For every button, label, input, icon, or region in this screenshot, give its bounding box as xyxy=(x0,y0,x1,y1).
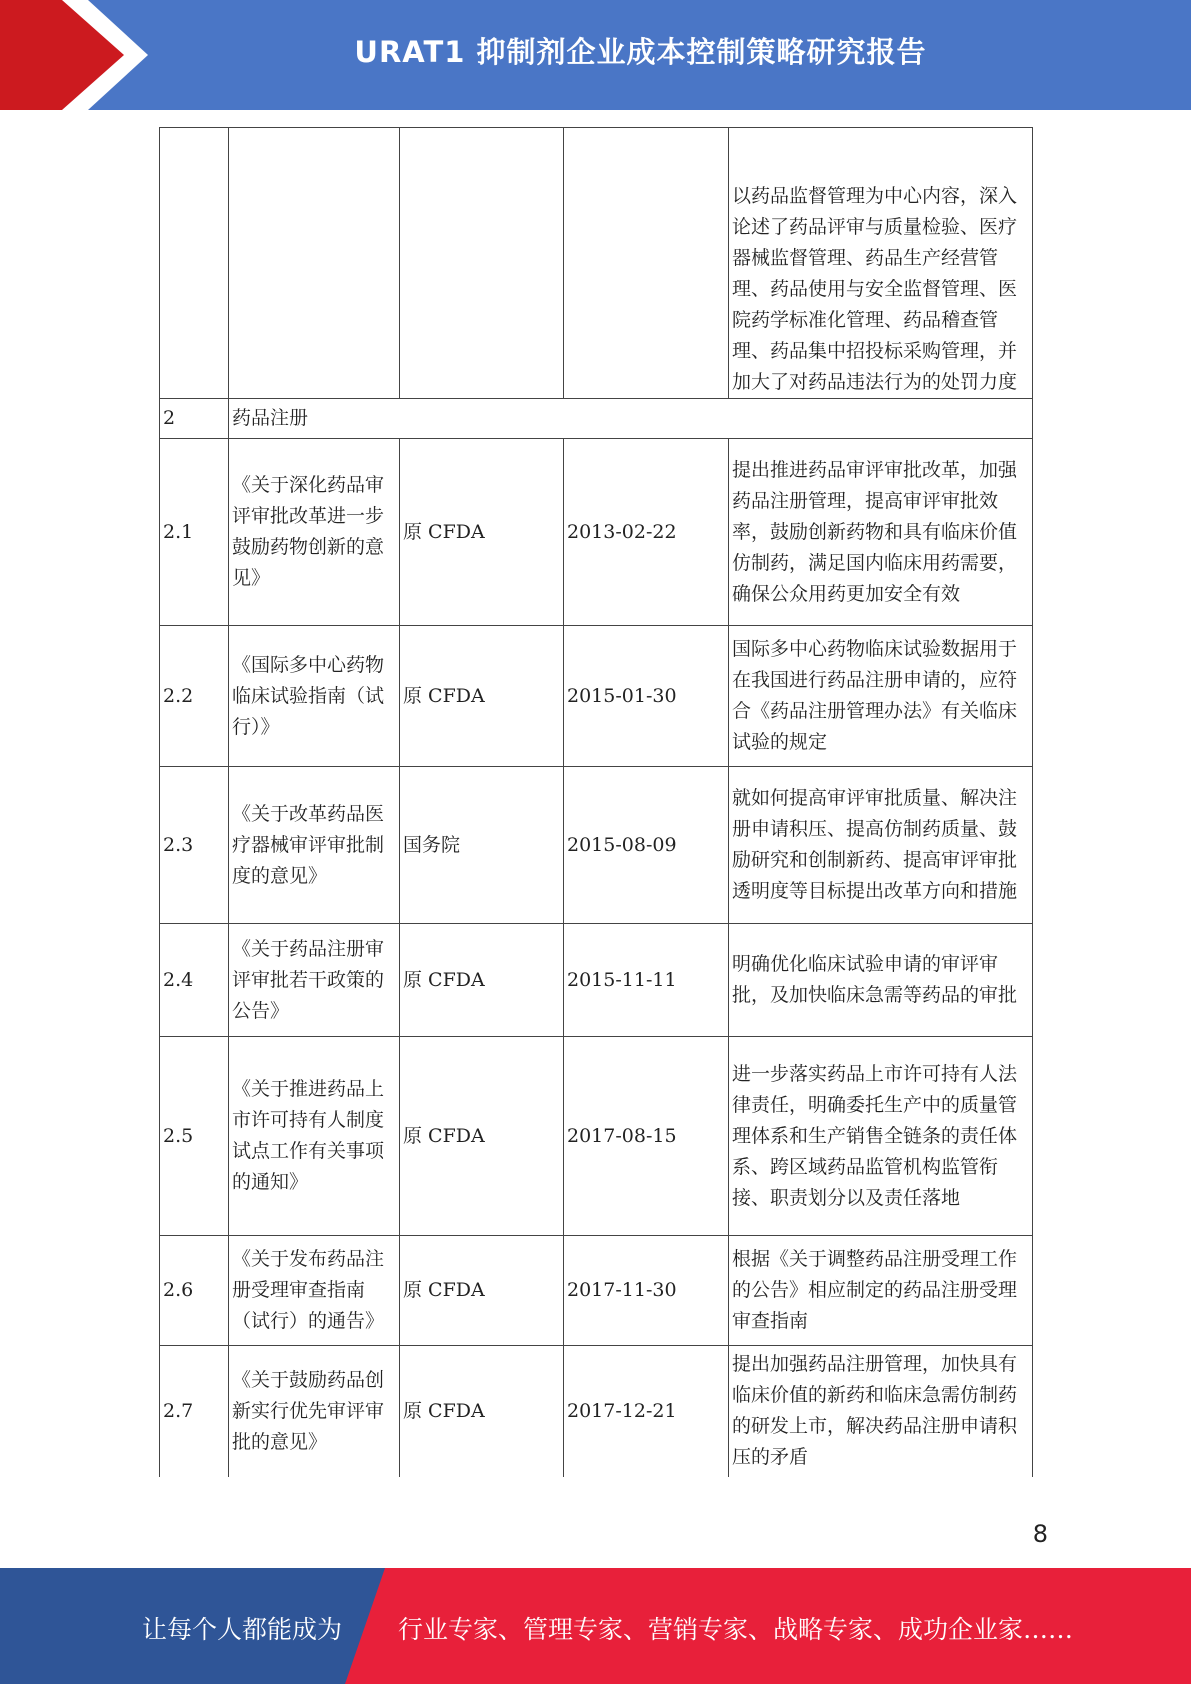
cell-date: 2013-02-22 xyxy=(564,439,729,626)
cell-name: 《国际多中心药物临床试验指南（试行）》 xyxy=(229,626,400,767)
table-row xyxy=(160,1236,1033,1346)
report-header xyxy=(0,0,1191,110)
cell-org: 原 CFDA xyxy=(400,439,564,626)
cell-name: 《关于推进药品上市许可持有人制度试点工作有关事项的通知》 xyxy=(229,1037,400,1236)
report-title: URAT1 抑制剂企业成本控制策略研究报告 xyxy=(354,35,927,69)
cell-desc: 提出加强药品注册管理，加快具有临床价值的新药和临床急需仿制药的研发上市，解决药品注册申请积压的矛盾 xyxy=(729,1346,1033,1477)
footer-slogan-left: 让每个人都能成为 xyxy=(142,1615,343,1644)
cell-desc: 明确优化临床试验申请的审评审批，及加快临床急需等药品的审批 xyxy=(729,924,1033,1037)
table-row xyxy=(160,626,1033,767)
cell-no: 2.4 xyxy=(160,924,229,1037)
cell-date: 2015-08-09 xyxy=(564,767,729,924)
cell-name: 《关于深化药品审评审批改革进一步鼓励药物创新的意见》 xyxy=(229,439,400,626)
cell-date: 2017-08-15 xyxy=(564,1037,729,1236)
cell-desc: 国际多中心药物临床试验数据用于在我国进行药品注册申请的，应符合《药品注册管理办法》有关临床试验的规定 xyxy=(729,626,1033,767)
cell-no: 2.2 xyxy=(160,626,229,767)
table-row xyxy=(160,128,1033,399)
cell-org: 原 CFDA xyxy=(400,1236,564,1346)
cell-org: 国务院 xyxy=(400,767,564,924)
cell-desc: 提出推进药品审评审批改革，加强药品注册管理，提高审评审批效率，鼓励创新药物和具有临床价值仿制药，满足国内临床用药需要，确保公众用药更加安全有效 xyxy=(729,439,1033,626)
cell-date: 2015-01-30 xyxy=(564,626,729,767)
cell-no: 2.1 xyxy=(160,439,229,626)
cell-org: 原 CFDA xyxy=(400,924,564,1037)
footer-slogan-right: 行业专家、管理专家、营销专家、战略专家、成功企业家…… xyxy=(398,1615,1074,1644)
cell-date: 2015-11-11 xyxy=(564,924,729,1037)
cell-name: 《关于鼓励药品创新实行优先审评审批的意见》 xyxy=(229,1346,400,1477)
cell-desc: 根据《关于调整药品注册受理工作的公告》相应制定的药品注册受理审查指南 xyxy=(729,1236,1033,1346)
cell-name: 《关于发布药品注册受理审查指南（试行）的通告》 xyxy=(229,1236,400,1346)
table-row xyxy=(160,767,1033,924)
cell-desc: 进一步落实药品上市许可持有人法律责任，明确委托生产中的质量管理体系和生产销售全链条的责任体系、跨区域药品监管机构监管衔接、职责划分以及责任落地 xyxy=(729,1037,1033,1236)
cell-no: 2.7 xyxy=(160,1346,229,1477)
cell-no: 2.6 xyxy=(160,1236,229,1346)
table-row xyxy=(160,1346,1033,1477)
table-row xyxy=(160,439,1033,626)
cell-org: 原 CFDA xyxy=(400,1346,564,1477)
cell-no: 2.3 xyxy=(160,767,229,924)
table-row xyxy=(160,1037,1033,1236)
page-number: 8 xyxy=(1032,1520,1048,1548)
cell-desc: 就如何提高审评审批质量、解决注册申请积压、提高仿制药质量、鼓励研究和创制新药、提高审评审批透明度等目标提出改革方向和措施 xyxy=(729,767,1033,924)
section-title: 药品注册 xyxy=(229,399,1033,439)
cell-name: 《关于药品注册审评审批若干政策的公告》 xyxy=(229,924,400,1037)
section-row xyxy=(160,399,1033,439)
policy-table xyxy=(159,127,1033,1477)
cell-date: 2017-12-21 xyxy=(564,1346,729,1477)
cell-desc: 以药品监督管理为中心内容，深入论述了药品评审与质量检验、医疗器械监督管理、药品生产经营管理、药品使用与安全监督管理、医院药学标准化管理、药品稽查管理、药品集中招投标采购管理，并加大了对药品违法行为的处罚力度 xyxy=(729,128,1033,399)
cell-date: 2017-11-30 xyxy=(564,1236,729,1346)
cell-no: 2.5 xyxy=(160,1037,229,1236)
section-number: 2 xyxy=(160,399,229,439)
table-row xyxy=(160,924,1033,1037)
cell-date xyxy=(564,128,729,399)
report-footer xyxy=(0,1568,1191,1684)
cell-org: 原 CFDA xyxy=(400,626,564,767)
cell-name: 《关于改革药品医疗器械审评审批制度的意见》 xyxy=(229,767,400,924)
cell-org xyxy=(400,128,564,399)
cell-org: 原 CFDA xyxy=(400,1037,564,1236)
cell-no xyxy=(160,128,229,399)
cell-name xyxy=(229,128,400,399)
